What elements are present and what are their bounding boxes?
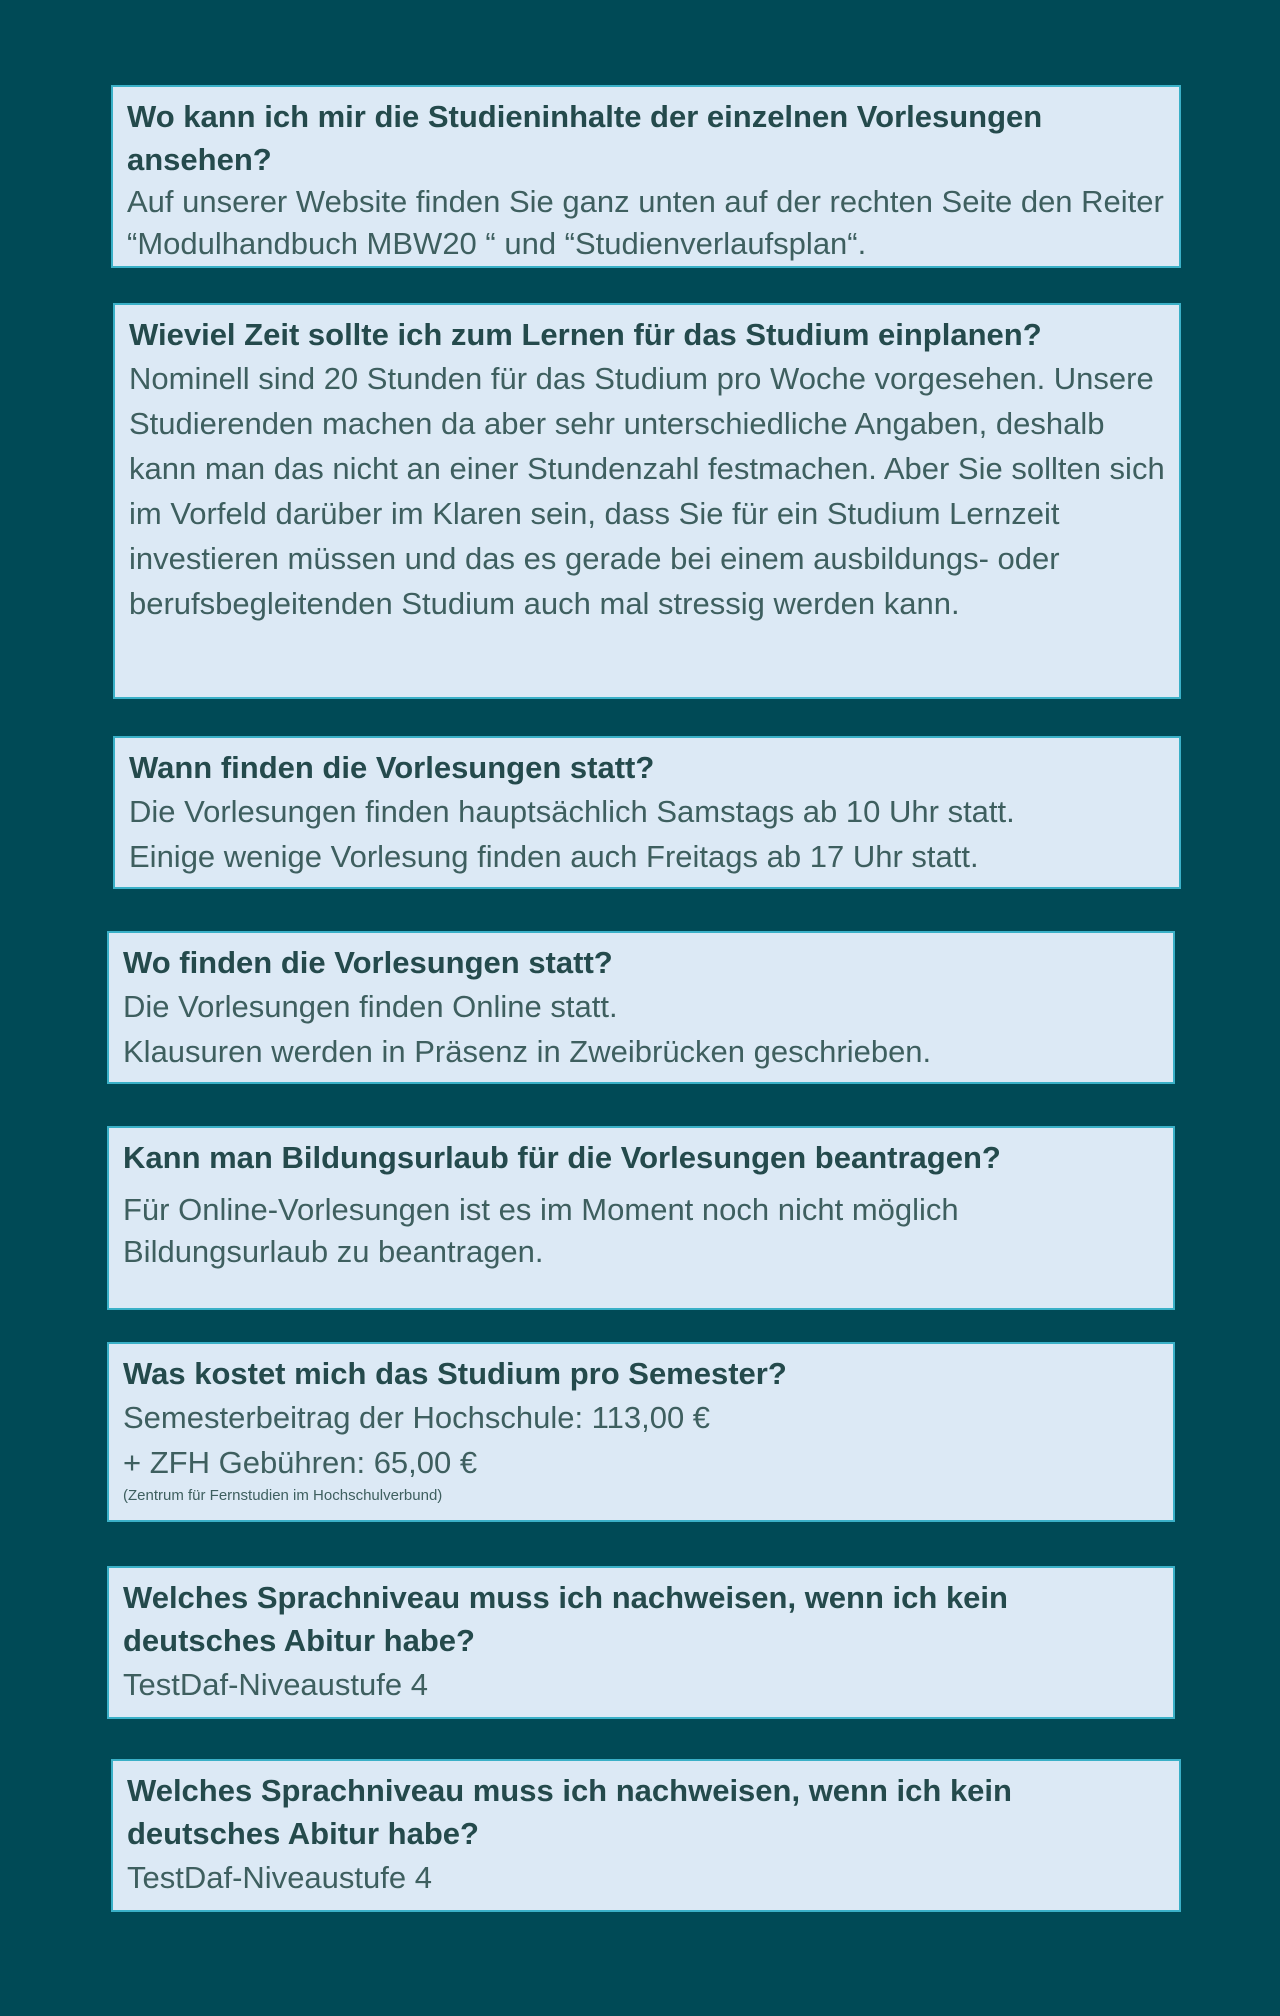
faq-card-lecture-times [113,736,1181,889]
faq-card-lecture-location [107,931,1175,1084]
faq-card-semester-costs [107,1342,1175,1522]
faq-answer-line: + ZFH Gebühren: 65,00 € [123,1445,478,1480]
faq-answer: Auf unserer Website finden Sie ganz unten auf der rechten Seite den Reiter “Modulhandbuch MBW20 “ und “Studienverlaufsplan“. [127,184,1164,261]
faq-question: Wann finden die Vorlesungen statt? [129,750,655,785]
faq-answer: TestDaf-Niveaustufe 4 [123,1667,428,1702]
faq-card-language-level-duplicate [111,1759,1181,1912]
faq-answer: Für Online-Vorlesungen ist es im Moment noch nicht möglich Bildungsurlaub zu beantragen. [123,1192,959,1269]
faq-answer: TestDaf-Niveaustufe 4 [127,1860,432,1895]
faq-answer-line: Die Vorlesungen finden hauptsächlich Samstags ab 10 Uhr statt. [129,794,1015,829]
faq-card-study-time [113,303,1181,699]
faq-card-language-level [107,1566,1175,1719]
faq-footnote: (Zentrum für Fernstudien im Hochschulverbund) [123,1487,443,1504]
faq-question: Wo finden die Vorlesungen statt? [123,945,613,980]
faq-answer-line: Semesterbeitrag der Hochschule: 113,00 € [123,1400,711,1435]
faq-question: Welches Sprachniveau muss ich nachweisen, wenn ich kein deutsches Abitur habe? [123,1580,1008,1658]
faq-answer-line: Die Vorlesungen finden Online statt. [123,989,618,1024]
faq-card-educational-leave [107,1126,1175,1310]
faq-card-study-contents [111,85,1181,268]
faq-question: Kann man Bildungsurlaub für die Vorlesungen beantragen? [123,1140,1001,1175]
faq-question: Wieviel Zeit sollte ich zum Lernen für das Studium einplanen? [129,317,1042,352]
faq-question: Was kostet mich das Studium pro Semester? [123,1356,787,1391]
faq-question: Welches Sprachniveau muss ich nachweisen, wenn ich kein deutsches Abitur habe? [127,1773,1012,1851]
faq-question: Wo kann ich mir die Studieninhalte der einzelnen Vorlesungen ansehen? [127,99,1043,177]
faq-answer: Nominell sind 20 Stunden für das Studium pro Woche vorgesehen. Unsere Studierenden machen da aber sehr unterschiedliche Angaben, deshalb kann man das nicht an einer Stundenzahl festmachen. Aber Sie sollten sich im Vorfeld darüber im Klaren sein, dass Sie für ein Studium Lernzeit investieren müssen und das es gerade bei einem ausbildungs- oder berufsbegleitenden Studium auch mal stressig werden kann. [129,361,1165,621]
faq-answer-line: Einige wenige Vorlesung finden auch Freitags ab 17 Uhr statt. [129,839,979,874]
faq-answer-line: Klausuren werden in Präsenz in Zweibrücken geschrieben. [123,1034,932,1069]
